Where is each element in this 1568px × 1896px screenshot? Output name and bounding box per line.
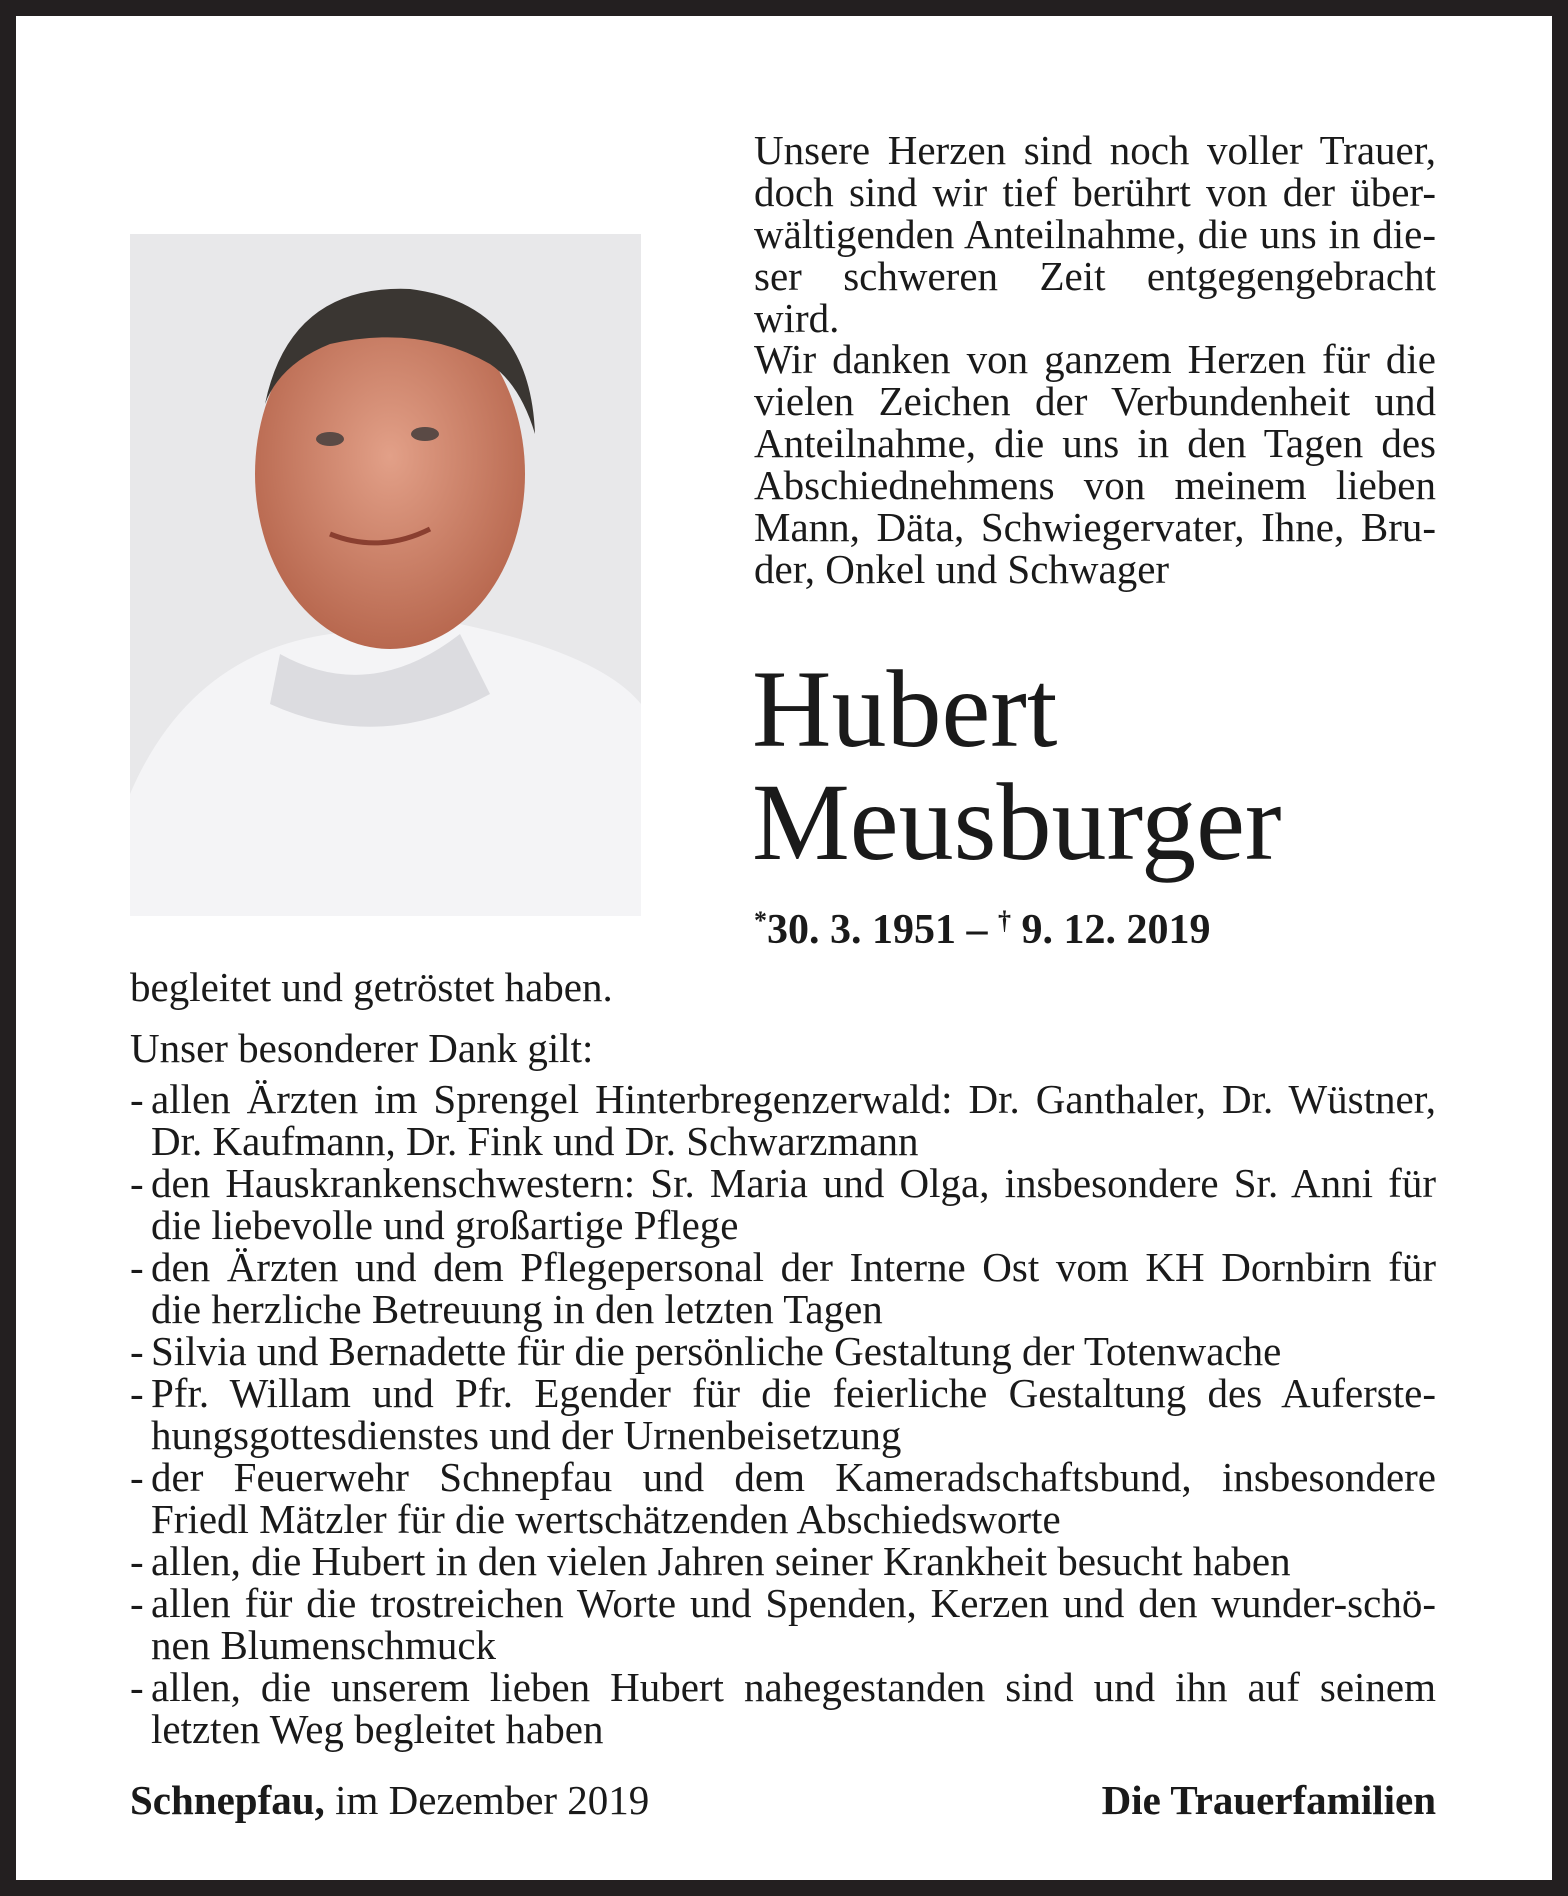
list-dash: - <box>130 1160 144 1206</box>
intro-line: ser schweren Zeit entgegengebracht wird. <box>754 253 1436 341</box>
footer-place: Schnepfau, <box>130 1777 325 1823</box>
thanks-list-item-line: den Ärzten und dem Pflegepersonal der Interne Ost vom KH Dornbirn für <box>151 1244 1436 1290</box>
list-dash: - <box>130 1328 144 1374</box>
thanks-list-item-line: allen für die trostreichen Worte und Spenden, Kerzen und den wunder-schö- <box>151 1580 1436 1626</box>
list-dash: - <box>130 1538 144 1584</box>
intro-line: wältigenden Anteilnahme, die uns in die- <box>754 211 1436 257</box>
birth-symbol: * <box>754 906 767 935</box>
continuation-text: begleitet und getröstet haben. <box>130 964 613 1010</box>
thanks-list-item-line: Silvia und Bernadette für die persönliche Gestaltung der Totenwache <box>151 1328 1282 1374</box>
thanks-list-item-line: allen, die unserem lieben Hubert nahegestanden sind und ihn auf seinem <box>151 1664 1436 1710</box>
footer-signature: Die Trauerfamilien <box>1101 1777 1436 1823</box>
deceased-first-name: Hubert <box>752 648 1058 770</box>
birth-date: 30. 3. 1951 <box>767 907 956 953</box>
portrait-photo <box>130 234 641 916</box>
list-dash: - <box>130 1370 144 1416</box>
date-separator: – <box>956 907 998 953</box>
life-dates <box>754 900 1211 951</box>
thanks-line: Wir danken von ganzem Herzen für die <box>754 336 1436 382</box>
list-dash: - <box>130 1244 144 1290</box>
special-thanks-heading: Unser besonderer Dank gilt: <box>130 1025 594 1071</box>
obituary-notice <box>16 16 1552 1880</box>
thanks-list-item-line: allen Ärzten im Sprengel Hinterbregenzerwald: Dr. Ganthaler, Dr. Wüstner, <box>151 1076 1436 1122</box>
deceased-last-name: Meusburger <box>752 761 1282 883</box>
death-symbol: † <box>998 906 1011 935</box>
thanks-line: Anteilnahme, die uns in den Tagen des <box>754 420 1436 466</box>
thanks-list-item-line: allen, die Hubert in den vielen Jahren seiner Krankheit besucht haben <box>151 1538 1291 1584</box>
footer-date: im Dezember 2019 <box>324 1777 650 1823</box>
footer-place-date <box>130 1779 649 1821</box>
thanks-list-item-line: die herzliche Betreuung in den letzten Tagen <box>151 1286 883 1332</box>
thanks-line: Mann, Däta, Schwiegervater, Ihne, Bru- <box>754 504 1436 550</box>
thanks-line: der, Onkel und Schwager <box>754 546 1170 592</box>
list-dash: - <box>130 1454 144 1500</box>
list-dash: - <box>130 1664 144 1710</box>
intro-line: Unsere Herzen sind noch voller Trauer, <box>754 127 1436 173</box>
thanks-line: vielen Zeichen der Verbundenheit und <box>754 378 1436 424</box>
list-dash: - <box>130 1580 144 1626</box>
thanks-list-item-line: hungsgottesdienstes und der Urnenbeisetzung <box>151 1412 902 1458</box>
list-dash: - <box>130 1076 144 1122</box>
thanks-list-item-line: der Feuerwehr Schnepfau und dem Kameradschaftsbund, insbesondere <box>151 1454 1436 1500</box>
intro-line: doch sind wir tief berührt von der über- <box>754 169 1436 215</box>
thanks-list-item-line: Pfr. Willam und Pfr. Egender für die feierliche Gestaltung des Auferste- <box>151 1370 1436 1416</box>
portrait-image <box>130 234 641 916</box>
thanks-list-item-line: den Hauskrankenschwestern: Sr. Maria und Olga, insbesondere Sr. Anni für <box>151 1160 1436 1206</box>
thanks-list-item-line: die liebevolle und großartige Pflege <box>151 1202 739 1248</box>
thanks-list-item-line: letzten Weg begleitet haben <box>151 1706 604 1752</box>
thanks-list-item-line: Friedl Mätzler für die wertschätzenden Abschiedsworte <box>151 1496 1061 1542</box>
thanks-list-item-line: Dr. Kaufmann, Dr. Fink und Dr. Schwarzmann <box>151 1118 919 1164</box>
death-date: 9. 12. 2019 <box>1011 907 1211 953</box>
thanks-list-item-line: nen Blumenschmuck <box>151 1622 497 1668</box>
thanks-line: Abschiednehmens von meinem lieben <box>754 462 1436 508</box>
